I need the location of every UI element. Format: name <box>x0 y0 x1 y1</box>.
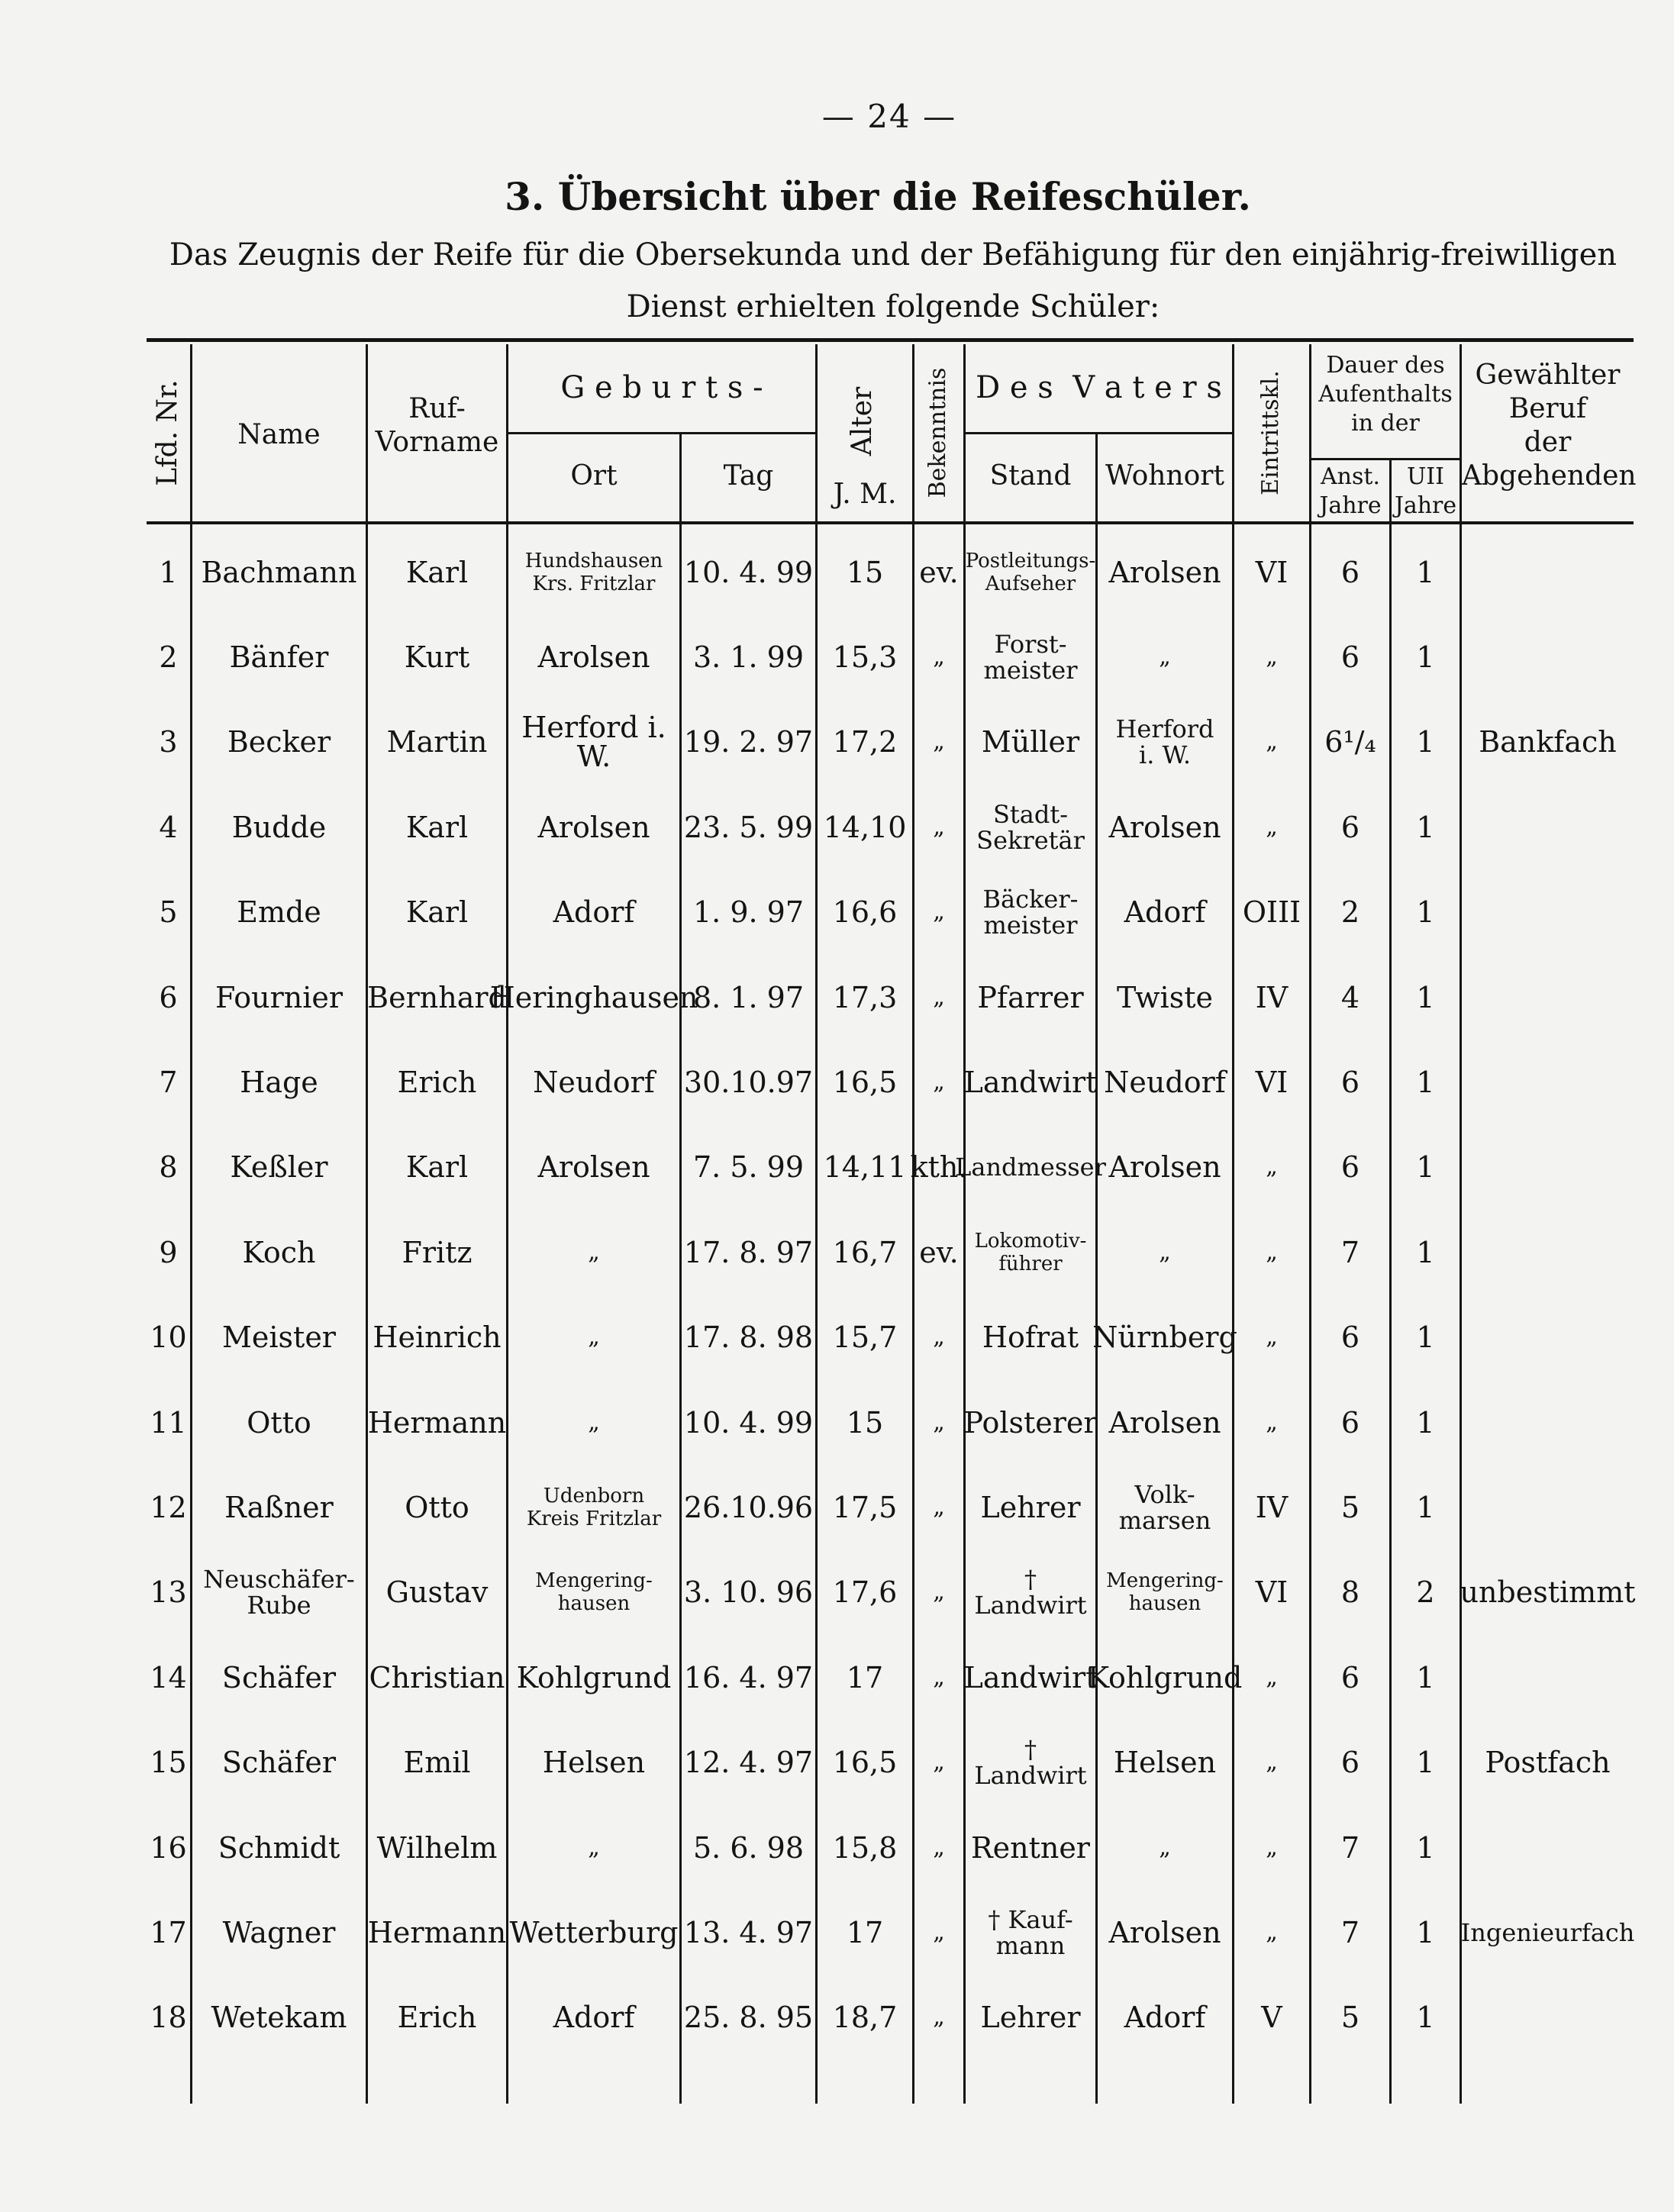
cell-wohnort: „ <box>1159 1833 1171 1861</box>
cell-alter: 18,7 <box>832 2001 898 2035</box>
cell-tag: 1. 9. 97 <box>692 895 805 930</box>
cell-bek: „ <box>933 1749 945 1776</box>
dauer-subrule <box>1309 458 1460 460</box>
cell-alter: 14,11 <box>823 1150 907 1185</box>
table-top-rule <box>147 338 1634 342</box>
cell-nr: 13 <box>150 1575 187 1610</box>
cell-stand: Polsterer <box>963 1405 1098 1440</box>
table-row <box>147 1040 1634 1124</box>
header-stand: Stand <box>989 460 1072 492</box>
cell-anst: 6 <box>1340 640 1360 674</box>
cell-anst: 5 <box>1340 1490 1360 1524</box>
cell-tag: 17. 8. 97 <box>683 1235 814 1269</box>
cell-tag: 17. 8. 98 <box>683 1320 814 1355</box>
cell-bek: „ <box>933 1833 945 1861</box>
cell-anst: 6 <box>1340 555 1360 589</box>
header-wohnort: Wohnort <box>1105 460 1224 492</box>
cell-alter: 14,10 <box>823 810 907 844</box>
cell-nr: 1 <box>159 555 178 589</box>
cell-tag: 13. 4. 97 <box>683 1915 814 1949</box>
cell-bek: „ <box>933 643 945 670</box>
header-dauer: Dauer des Aufenthalts in der <box>1318 352 1453 437</box>
cell-ort: „ <box>588 1238 600 1266</box>
cell-ort: „ <box>588 1408 600 1436</box>
cell-stand: Stadt- Sekretär <box>976 799 1085 855</box>
cell-beruf <box>1462 1210 1634 1295</box>
cell-vorname: Christian <box>369 1660 505 1694</box>
cell-tag: 19. 2. 97 <box>683 725 814 759</box>
cell-kl: „ <box>1266 1408 1278 1436</box>
table-row <box>147 955 1634 1040</box>
table-row <box>147 1380 1634 1465</box>
cell-beruf <box>1462 1380 1634 1465</box>
cell-ort: Udenborn Kreis Fritzlar <box>526 1484 662 1530</box>
cell-bek: „ <box>933 728 945 756</box>
cell-kl: V <box>1261 2001 1282 2035</box>
cell-ort: Arolsen <box>537 810 650 844</box>
cell-uii: 1 <box>1416 810 1435 844</box>
cell-ort: Herford i. W. <box>521 711 666 774</box>
cell-bek: „ <box>933 1578 945 1606</box>
cell-anst: 4 <box>1340 980 1360 1014</box>
cell-tag: 3. 10. 96 <box>683 1575 814 1610</box>
cell-beruf: Postfach <box>1485 1746 1611 1780</box>
table-row <box>147 870 1634 955</box>
cell-uii: 1 <box>1416 1065 1435 1099</box>
cell-uii: 1 <box>1416 1150 1435 1185</box>
cell-stand: Landwirt <box>963 1660 1098 1694</box>
cell-kl: VI <box>1255 1065 1289 1099</box>
cell-name: Hage <box>240 1065 318 1099</box>
cell-alter: 15 <box>846 1405 884 1440</box>
cell-anst: 7 <box>1340 1915 1360 1949</box>
cell-nr: 14 <box>150 1660 187 1694</box>
cell-nr: 6 <box>159 980 178 1014</box>
cell-alter: 15,3 <box>832 640 898 674</box>
cell-uii: 1 <box>1416 980 1435 1014</box>
cell-vorname: Emil <box>403 1746 471 1780</box>
cell-wohnort: Mengering- hausen <box>1106 1569 1224 1616</box>
cell-ort: Heringhausen <box>489 980 698 1014</box>
cell-tag: 8. 1. 97 <box>692 980 805 1014</box>
table-row <box>147 1720 1634 1805</box>
cell-bek: „ <box>933 898 945 926</box>
cell-alter: 17 <box>846 1660 884 1694</box>
cell-kl: „ <box>1266 813 1278 840</box>
cell-vorname: Karl <box>405 810 469 844</box>
cell-bek: „ <box>933 1068 945 1095</box>
cell-wohnort: Adorf <box>1124 2001 1206 2035</box>
cell-beruf <box>1462 870 1634 955</box>
table-row <box>147 1805 1634 1890</box>
cell-vorname: Gustav <box>385 1575 489 1610</box>
cell-uii: 1 <box>1416 1660 1435 1694</box>
cell-ort: Mengering- hausen <box>535 1569 653 1616</box>
cell-vorname: Bernhard <box>367 980 507 1014</box>
cell-uii: 1 <box>1416 1490 1435 1524</box>
cell-name: Keßler <box>230 1150 328 1185</box>
cell-uii: 1 <box>1416 555 1435 589</box>
table-row <box>147 1550 1634 1635</box>
cell-anst: 7 <box>1340 1235 1360 1269</box>
cell-anst: 7 <box>1340 1830 1360 1865</box>
cell-stand: Pfarrer <box>977 980 1084 1014</box>
cell-alter: 16,6 <box>832 895 898 930</box>
cell-vorname: Heinrich <box>373 1320 502 1355</box>
cell-name: Bachmann <box>201 555 357 589</box>
cell-stand: Lehrer <box>980 1490 1081 1524</box>
cell-tag: 10. 4. 99 <box>683 555 814 589</box>
cell-kl: VI <box>1255 555 1289 589</box>
cell-wohnort: Arolsen <box>1108 555 1221 589</box>
cell-ort: Kohlgrund <box>516 1660 672 1694</box>
cell-name: Otto <box>247 1405 311 1440</box>
cell-wohnort: Twiste <box>1117 980 1213 1014</box>
cell-ort: „ <box>588 1833 600 1861</box>
cell-beruf <box>1462 1040 1634 1124</box>
header-nr: Lfd. Nr. <box>152 379 183 486</box>
cell-anst: 6 <box>1340 1660 1360 1694</box>
cell-beruf: Ingenieurfach <box>1460 1917 1635 1947</box>
cell-tag: 12. 4. 97 <box>683 1746 814 1780</box>
cell-bek: „ <box>933 2004 945 2031</box>
cell-tag: 16. 4. 97 <box>683 1660 814 1694</box>
cell-stand: Müller <box>981 725 1080 759</box>
cell-tag: 7. 5. 99 <box>692 1150 805 1185</box>
intro-text: Das Zeugnis der Reife für die Obersekunda und der Befähigung für den einjährig-freiwilligen Dienst erhielten folgende Schüler: <box>169 237 1618 324</box>
cell-vorname: Hermann <box>367 1915 507 1949</box>
cell-uii: 1 <box>1416 640 1435 674</box>
cell-ort: Helsen <box>542 1746 646 1780</box>
cell-nr: 7 <box>159 1065 178 1099</box>
cell-nr: 8 <box>159 1150 178 1185</box>
header-anst: Anst. Jahre <box>1319 463 1382 519</box>
cell-kl: „ <box>1266 728 1278 756</box>
cell-ort: Adorf <box>553 2001 635 2035</box>
cell-kl: „ <box>1266 1663 1278 1691</box>
cell-wohnort: Herford i. W. <box>1115 714 1214 770</box>
cell-kl: „ <box>1266 643 1278 670</box>
cell-beruf <box>1462 1465 1634 1549</box>
cell-anst: 6 <box>1340 1065 1360 1099</box>
cell-vorname: Karl <box>405 895 469 930</box>
cell-bek: „ <box>933 813 945 840</box>
cell-wohnort: Arolsen <box>1108 810 1221 844</box>
cell-bek: ev. <box>919 555 959 589</box>
cell-anst: 6 <box>1340 810 1360 844</box>
cell-name: Schmidt <box>218 1830 340 1865</box>
cell-kl: „ <box>1266 1918 1278 1946</box>
cell-stand: Landwirt <box>963 1065 1098 1099</box>
cell-stand: Rentner <box>971 1830 1090 1865</box>
cell-vorname: Karl <box>405 555 469 589</box>
cell-stand: Postleitungs- Aufseher <box>965 549 1096 595</box>
cell-ort: Neudorf <box>533 1065 655 1099</box>
cell-anst: 6 <box>1340 1746 1360 1780</box>
cell-kl: „ <box>1266 1238 1278 1266</box>
cell-wohnort: „ <box>1159 1238 1171 1266</box>
cell-vorname: Erich <box>397 2001 477 2035</box>
cell-wohnort: Volk- marsen <box>1118 1479 1211 1535</box>
cell-beruf <box>1462 1805 1634 1890</box>
cell-beruf <box>1462 1125 1634 1210</box>
cell-alter: 15 <box>846 555 884 589</box>
cell-tag: 26.10.96 <box>683 1490 814 1524</box>
header-bottom-rule <box>147 521 1634 524</box>
cell-tag: 23. 5. 99 <box>683 810 814 844</box>
cell-beruf <box>1462 955 1634 1040</box>
cell-name: Budde <box>231 810 327 844</box>
table-row <box>147 785 1634 869</box>
cell-bek: „ <box>933 1918 945 1946</box>
cell-uii: 1 <box>1416 1235 1435 1269</box>
vater-subrule <box>963 432 1232 434</box>
cell-wohnort: Arolsen <box>1108 1915 1221 1949</box>
header-tag: Tag <box>723 460 774 492</box>
cell-vorname: Erich <box>397 1065 477 1099</box>
cell-kl: IV <box>1255 1490 1289 1524</box>
cell-bek: ev. <box>919 1235 959 1269</box>
cell-ort: „ <box>588 1324 600 1351</box>
cell-nr: 15 <box>150 1746 187 1780</box>
cell-bek: kth. <box>910 1150 968 1185</box>
cell-ort: Wetterburg <box>509 1915 679 1949</box>
cell-vorname: Kurt <box>404 640 470 674</box>
cell-anst: 6 <box>1340 1320 1360 1355</box>
cell-name: Wagner <box>222 1915 336 1949</box>
cell-alter: 16,7 <box>832 1235 898 1269</box>
cell-tag: 25. 8. 95 <box>683 2001 814 2035</box>
table-row <box>147 530 1634 614</box>
cell-nr: 10 <box>150 1320 187 1355</box>
cell-uii: 2 <box>1416 1575 1435 1610</box>
cell-uii: 1 <box>1416 895 1435 930</box>
header-geburt: G e b u r t s - <box>560 370 763 405</box>
cell-alter: 17,3 <box>832 980 898 1014</box>
table-row <box>147 1635 1634 1720</box>
cell-kl: IV <box>1255 980 1289 1014</box>
cell-beruf: Bankfach <box>1479 725 1617 759</box>
cell-tag: 30.10.97 <box>683 1065 814 1099</box>
geburt-subrule <box>506 432 815 434</box>
cell-alter: 17,6 <box>832 1575 898 1610</box>
cell-anst: 6 <box>1340 1150 1360 1185</box>
cell-beruf <box>1462 1295 1634 1380</box>
header-eintrittskl: Eintrittskl. <box>1257 370 1284 495</box>
cell-name: Koch <box>242 1235 316 1269</box>
cell-nr: 12 <box>150 1490 187 1524</box>
cell-wohnort: Neudorf <box>1104 1065 1226 1099</box>
cell-nr: 4 <box>159 810 178 844</box>
cell-kl: „ <box>1266 1324 1278 1351</box>
cell-alter: 17,2 <box>832 725 898 759</box>
cell-nr: 9 <box>159 1235 178 1269</box>
table-row <box>147 1975 1634 2060</box>
cell-name: Fournier <box>214 980 344 1014</box>
header-name: Name <box>237 419 321 450</box>
cell-stand: Lokomotiv- führer <box>974 1229 1087 1275</box>
cell-alter: 16,5 <box>832 1746 898 1780</box>
cell-uii: 1 <box>1416 1405 1435 1440</box>
cell-name: Schäfer <box>221 1746 337 1780</box>
cell-uii: 1 <box>1416 725 1435 759</box>
cell-bek: „ <box>933 1663 945 1691</box>
cell-uii: 1 <box>1416 2001 1435 2035</box>
table-row <box>147 1295 1634 1380</box>
cell-beruf <box>1462 1975 1634 2060</box>
cell-name: Neuschäfer- Rube <box>203 1565 355 1620</box>
cell-wohnort: „ <box>1159 643 1171 670</box>
cell-beruf: unbestimmt <box>1460 1575 1636 1610</box>
cell-anst: 6 <box>1340 1405 1360 1440</box>
cell-anst: 6¹/₄ <box>1324 725 1376 759</box>
cell-vorname: Martin <box>386 725 488 759</box>
table-row <box>147 1465 1634 1549</box>
cell-stand: Bäcker- meister <box>982 885 1079 940</box>
cell-name: Becker <box>227 725 331 759</box>
cell-alter: 17 <box>846 1915 884 1949</box>
cell-uii: 1 <box>1416 1830 1435 1865</box>
cell-vorname: Wilhelm <box>376 1830 498 1865</box>
cell-name: Bänfer <box>229 640 329 674</box>
cell-beruf <box>1462 530 1634 614</box>
table-row <box>147 1125 1634 1210</box>
cell-vorname: Hermann <box>367 1405 507 1440</box>
cell-kl: „ <box>1266 1749 1278 1776</box>
table-row <box>147 614 1634 699</box>
cell-bek: „ <box>933 983 945 1011</box>
cell-wohnort: Arolsen <box>1108 1405 1221 1440</box>
cell-name: Raßner <box>224 1490 334 1524</box>
cell-ort: Adorf <box>553 895 635 930</box>
cell-wohnort: Kohlgrund <box>1087 1660 1243 1694</box>
cell-nr: 2 <box>159 640 178 674</box>
header-beruf: Gewählter Beruf der Abgehenden <box>1462 360 1637 492</box>
header-vater: D e s V a t e r s <box>976 370 1222 405</box>
cell-uii: 1 <box>1416 1915 1435 1949</box>
cell-uii: 1 <box>1416 1320 1435 1355</box>
cell-vorname: Karl <box>405 1150 469 1185</box>
cell-nr: 3 <box>159 725 178 759</box>
cell-wohnort: Adorf <box>1124 895 1206 930</box>
cell-tag: 5. 6. 98 <box>692 1830 805 1865</box>
header-alter: Alter <box>847 386 878 456</box>
header-bekenntnis: Bekenntnis <box>924 367 951 498</box>
cell-vorname: Otto <box>405 1490 469 1524</box>
cell-beruf <box>1462 614 1634 699</box>
cell-tag: 3. 1. 99 <box>692 640 805 674</box>
cell-stand: Landmesser <box>955 1153 1106 1182</box>
header-rufname: Ruf- Vorname <box>375 393 499 458</box>
cell-kl: OIII <box>1242 895 1301 930</box>
cell-nr: 18 <box>150 2001 187 2035</box>
cell-bek: „ <box>933 1408 945 1436</box>
cell-stand: † Landwirt <box>974 1565 1087 1620</box>
cell-uii: 1 <box>1416 1746 1435 1780</box>
header-jm: J. M. <box>833 479 897 510</box>
header-ort: Ort <box>570 460 618 492</box>
cell-wohnort: Arolsen <box>1108 1150 1221 1185</box>
cell-bek: „ <box>933 1493 945 1520</box>
cell-nr: 16 <box>150 1830 187 1865</box>
section-title: 3. Übersicht über die Reifeschüler. <box>505 174 1251 219</box>
table-row <box>147 1210 1634 1295</box>
table-row <box>147 700 1634 785</box>
cell-bek: „ <box>933 1324 945 1351</box>
cell-stand: Forst- meister <box>983 629 1078 685</box>
cell-nr: 11 <box>150 1405 187 1440</box>
cell-kl: „ <box>1266 1153 1278 1181</box>
cell-nr: 17 <box>150 1915 187 1949</box>
cell-wohnort: Nürnberg <box>1092 1320 1237 1355</box>
cell-alter: 15,8 <box>832 1830 898 1865</box>
cell-ort: Hundshausen Krs. Fritzlar <box>524 549 663 595</box>
cell-name: Emde <box>237 895 321 930</box>
page-number: — 24 — <box>821 98 957 135</box>
cell-name: Schäfer <box>221 1660 337 1694</box>
cell-stand: Lehrer <box>980 2001 1081 2035</box>
cell-tag: 10. 4. 99 <box>683 1405 814 1440</box>
cell-anst: 5 <box>1340 2001 1360 2035</box>
cell-ort: Arolsen <box>537 640 650 674</box>
header-uii: UII Jahre <box>1394 463 1457 519</box>
cell-stand: † Kauf- mann <box>988 1904 1073 1960</box>
table-row <box>147 1890 1634 1975</box>
cell-alter: 15,7 <box>832 1320 898 1355</box>
cell-beruf <box>1462 785 1634 869</box>
cell-vorname: Fritz <box>402 1235 473 1269</box>
cell-name: Meister <box>222 1320 336 1355</box>
cell-name: Wetekam <box>211 2001 347 2035</box>
cell-anst: 8 <box>1340 1575 1360 1610</box>
cell-kl: „ <box>1266 1833 1278 1861</box>
cell-stand: † Landwirt <box>974 1735 1087 1791</box>
cell-kl: VI <box>1255 1575 1289 1610</box>
cell-beruf <box>1462 1635 1634 1720</box>
cell-ort: Arolsen <box>537 1150 650 1185</box>
cell-anst: 2 <box>1340 895 1360 930</box>
cell-alter: 16,5 <box>832 1065 898 1099</box>
cell-nr: 5 <box>159 895 178 930</box>
cell-stand: Hofrat <box>982 1320 1079 1355</box>
cell-alter: 17,5 <box>832 1490 898 1524</box>
cell-wohnort: Helsen <box>1113 1746 1217 1780</box>
